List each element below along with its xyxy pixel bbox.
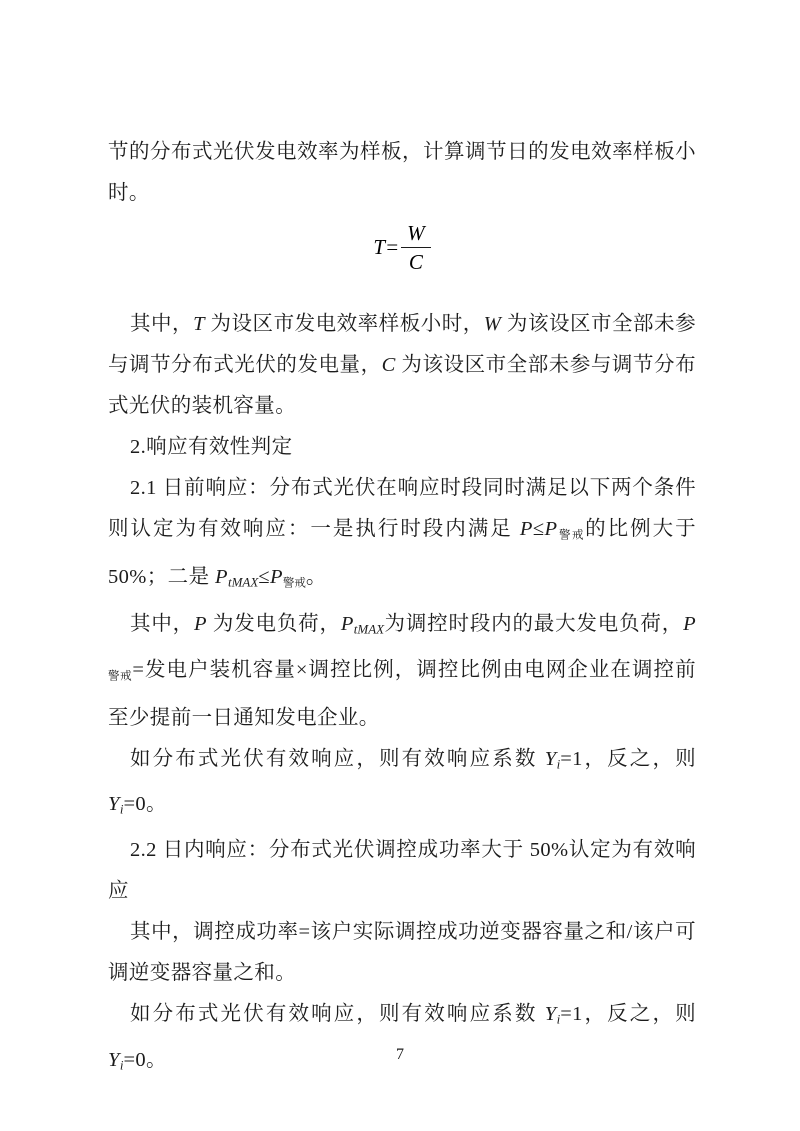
paragraph-5-d: =发电户装机容量×调控比例，调控比例由电网企业在调控 [132, 658, 676, 681]
variable-P-6: P [340, 613, 354, 636]
paragraph-9 [108, 994, 696, 1085]
paragraph-8-a: 其中，调控成功率=该户实际调控成功逆变器容量之和/该户 [130, 920, 676, 943]
subscript-i-3: i [556, 1011, 561, 1027]
formula-numerator: W [407, 221, 425, 245]
formula-lhs: T= [373, 235, 400, 259]
paragraph-5-b: 为发电负荷， [206, 613, 341, 636]
document-body [108, 132, 696, 1085]
variable-Y-4: Y [108, 1048, 120, 1071]
subscript-jingjie-1: 警戒 [557, 529, 586, 542]
variable-P-3: P [215, 565, 228, 588]
subscript-i-2: i [119, 801, 124, 817]
paragraph-8-b: 可调逆变器容量之和。 [108, 920, 696, 984]
paragraph-4-e: 50%；二是 [108, 565, 216, 588]
paragraph-5-e: 前至少提前一日通知发电企业。 [108, 658, 696, 729]
subscript-jingjie-2: 警戒 [282, 577, 306, 590]
paragraph-4 [108, 468, 696, 604]
paragraph-2-d: 参与调节分布式光伏的发电量， [108, 313, 696, 376]
paragraph-4-d: 的比例大于 [585, 518, 696, 540]
paragraph-7-b: 响应 [108, 838, 696, 902]
variable-P-5: P [193, 613, 207, 636]
variable-Y-1: Y [544, 747, 557, 770]
paragraph-2-b: 为设区市发电效率样板小时， [204, 313, 484, 335]
page-number: 7 [396, 1046, 404, 1063]
paragraph-2-f: 布式光伏的装机容量。 [108, 354, 696, 417]
formula-fraction [401, 220, 431, 275]
paragraph-9-b: =1，反之，则 [560, 1002, 696, 1025]
subscript-tmax-2: tMAX [353, 621, 385, 637]
subscript-i-1: i [556, 756, 561, 772]
paragraph-3-text: 2.响应有效性判定 [130, 436, 293, 458]
paragraph-5 [108, 604, 696, 738]
paragraph-2-a: 其中， [130, 313, 194, 335]
paragraph-4-c: ≤ [532, 518, 545, 540]
paragraph-4-g: 。 [305, 565, 327, 588]
paragraph-6-b: =1，反之，则 [560, 747, 696, 770]
variable-W: W [483, 313, 502, 335]
variable-T: T [193, 313, 205, 335]
paragraph-6 [108, 739, 696, 830]
paragraph-5-a: 其中， [130, 613, 194, 636]
variable-P-1: P [519, 518, 533, 540]
variable-P-2: P [544, 518, 558, 540]
formula-efficiency-hours [108, 220, 696, 296]
paragraph-6-a: 如分布式光伏有效响应，则有效响应系数 [130, 747, 545, 770]
paragraph-1-text: 节的分布式光伏发电效率为样板，计算调节日的发电效率样板小 [108, 141, 696, 163]
subscript-jingjie-3: 警戒 [108, 670, 133, 683]
paragraph-7-a: 2.2 日内响应：分布式光伏调控成功率大于 50%认定为有效 [130, 838, 676, 861]
formula-denominator: C [408, 250, 423, 274]
paragraph-8 [108, 912, 696, 994]
paragraph-1 [108, 132, 696, 214]
variable-P-7: P [683, 613, 696, 636]
variable-C: C [381, 354, 396, 376]
paragraph-4-f: ≤ [258, 565, 270, 588]
paragraph-6-c: =0。 [123, 793, 167, 816]
paragraph-7 [108, 830, 696, 912]
variable-Y-2: Y [108, 793, 120, 816]
paragraph-4-b: 件则认定为有效响应：一是执行时段内满足 [108, 477, 696, 540]
paragraph-9-c: =0。 [123, 1048, 167, 1071]
paragraph-2-e: 为该设区市全部未参与调节分 [395, 354, 676, 376]
variable-Y-3: Y [544, 1002, 557, 1025]
paragraph-4-a: 2.1 日前响应：分布式光伏在响应时段同时满足以下两个条 [130, 477, 676, 499]
paragraph-5-c: 为调控时段内的最大发电负荷， [384, 613, 684, 636]
paragraph-1-text-cont: 时。 [108, 182, 150, 204]
paragraph-3-heading [108, 427, 696, 468]
formula-bar [401, 247, 431, 248]
subscript-i-4: i [119, 1057, 124, 1073]
paragraph-2 [108, 304, 696, 427]
variable-P-4: P [269, 565, 283, 588]
paragraph-9-a: 如分布式光伏有效响应，则有效响应系数 [130, 1002, 545, 1025]
subscript-tmax-1: tMAX [227, 574, 259, 590]
paragraph-2-c: 为该设区市全部未 [501, 313, 676, 335]
